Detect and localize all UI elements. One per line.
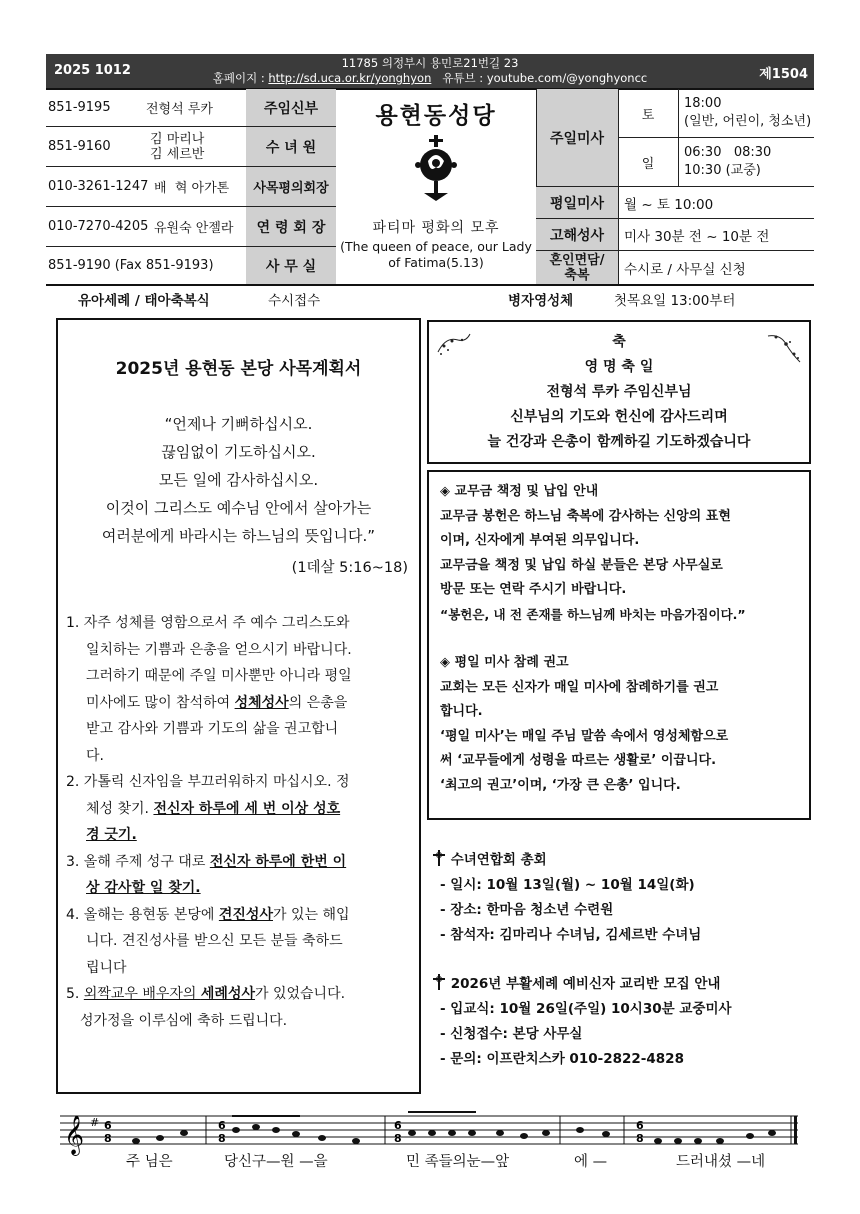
feast-line: 영 명 축 일 bbox=[584, 359, 654, 375]
plan-item-5 bbox=[66, 981, 416, 1034]
event-line: - 참석자: 김마리나 수녀님, 김세르반 수녀님 bbox=[440, 927, 702, 943]
mass-sat-time: 18:00 (일반, 어린이, 청소년) bbox=[684, 96, 812, 129]
sick-communion-value: 첫목요일 13:00부터 bbox=[614, 293, 736, 309]
role-council: 사목평의회장 bbox=[246, 167, 336, 206]
svg-text:6: 6 bbox=[218, 1119, 226, 1132]
mass-weekday-time: 월 ~ 토 10:00 bbox=[624, 196, 714, 213]
item-line: 립니다 bbox=[86, 959, 127, 976]
notices-text bbox=[440, 480, 808, 798]
cross-icon bbox=[432, 974, 446, 990]
confession-label: 고해성사 bbox=[536, 219, 618, 250]
parish-patron: 파티마 평화의 모후 bbox=[372, 220, 500, 236]
parish-name: 용현동성당 bbox=[375, 103, 497, 129]
parish-logo-icon bbox=[406, 135, 466, 203]
feast-line: 신부님의 기도와 헌신에 감사드리며 bbox=[510, 409, 728, 425]
baptism-value: 수시접수 bbox=[268, 293, 321, 309]
phone-office: 851-9190 (Fax 851-9193) bbox=[48, 258, 214, 273]
marriage-time: 수시로 / 사무실 신청 bbox=[624, 261, 746, 278]
phone-convent: 851-9160 bbox=[48, 139, 111, 154]
item-line: 1. 자주 성체를 영함으로서 주 예수 그리스도와 bbox=[66, 615, 350, 631]
item-text: 의 은총을 bbox=[288, 694, 348, 711]
item-line bbox=[66, 796, 416, 823]
notice-line: 합니다. bbox=[440, 704, 483, 719]
item-line: 일치하는 기쁨과 은총을 얻으시기 바랍니다. bbox=[86, 641, 352, 658]
youtube-link[interactable]: youtube.com/@yonghyoncc bbox=[486, 71, 648, 85]
notice-line: 교무금 봉헌은 하느님 축복에 감사하는 신앙의 표현 bbox=[440, 508, 731, 524]
event-title-text: 수녀연합회 총회 bbox=[450, 852, 547, 868]
notice-title: ◈ 교무금 책정 및 납입 안내 bbox=[440, 484, 599, 499]
item-line: 성가정을 이루심에 축하 드립니다. bbox=[80, 1012, 288, 1029]
event-title-text: 2026년 부활세례 예비신자 교리반 모집 안내 bbox=[450, 976, 721, 992]
svg-text:8: 8 bbox=[394, 1132, 402, 1145]
baptism-label: 유아세례 / 태아축복식 bbox=[78, 293, 210, 309]
item-text: 4. 올해는 용현동 본당에 bbox=[66, 906, 219, 923]
notice-line: ‘최고의 권고’이며, ‘가장 큰 은총’ 입니다. bbox=[440, 777, 681, 793]
highlight-text: 성체성사 bbox=[234, 694, 289, 711]
issue-number: 제1504 bbox=[759, 67, 808, 82]
highlight-text: 경 긋기. bbox=[86, 827, 137, 843]
highlight-text: 전신자 하루에 한번 이 bbox=[209, 853, 347, 870]
svg-text:6: 6 bbox=[636, 1119, 644, 1132]
mass-sun-label: 일 bbox=[641, 156, 655, 172]
item-text: 체성 찾기. bbox=[86, 800, 154, 817]
notice-line: 방문 또는 연락 주시기 바랍니다. bbox=[440, 582, 627, 597]
bulletin-date: 2025 1012 bbox=[54, 63, 131, 78]
marriage-label: 혼인면담/ 축복 bbox=[536, 251, 618, 284]
item-text: 미사에도 많이 참석하여 bbox=[86, 694, 235, 711]
feast-text bbox=[427, 330, 811, 455]
phone-council: 010-3261-1247 bbox=[48, 179, 149, 194]
parish-center bbox=[336, 89, 536, 284]
plan-item-3 bbox=[66, 849, 416, 902]
notice-line: “봉헌은, 내 전 존재를 하느님께 바치는 마음가짐이다.” bbox=[440, 606, 746, 622]
event-title bbox=[432, 848, 812, 873]
event-line: - 신청접수: 본당 사무실 bbox=[440, 1026, 583, 1042]
highlight-text: 세례성사 bbox=[200, 986, 256, 1002]
mass-sat-label: 토 bbox=[641, 107, 655, 123]
notice-title: ◈ 평일 미사 참례 권고 bbox=[440, 655, 569, 670]
event-line: - 일시: 10월 13일(월) ~ 10월 14일(화) bbox=[440, 877, 695, 893]
item-text: 가 있었습니다. bbox=[255, 986, 346, 1002]
music-staff-icon bbox=[60, 1108, 800, 1156]
highlight-text: 전신자 하루에 세 번 이상 성호 bbox=[153, 800, 341, 817]
events-section bbox=[432, 848, 812, 1072]
svg-text:#: # bbox=[90, 1116, 100, 1129]
feast-title: 축 bbox=[612, 334, 626, 350]
lyric-segment: 당신구—원 —을 bbox=[224, 1154, 328, 1170]
role-convent: 수 녀 원 bbox=[246, 127, 336, 166]
item-line: 받고 감사와 기쁨과 기도의 삶을 권고합니 bbox=[86, 721, 339, 737]
item-line: 니다. 견진성사를 받으신 모든 분들 축하드 bbox=[86, 933, 343, 949]
notice-line: 교회는 모든 신자가 매일 미사에 참례하기를 권고 bbox=[440, 679, 719, 695]
highlight-text: 견진성사 bbox=[218, 906, 273, 923]
item-text: 가 있는 해입 bbox=[272, 906, 350, 923]
mass-weekday-label: 평일미사 bbox=[536, 187, 618, 218]
role-office: 사 무 실 bbox=[246, 247, 336, 284]
confession-time: 미사 30분 전 ~ 10분 전 bbox=[624, 228, 770, 245]
phone-pastor: 851-9195 bbox=[48, 100, 111, 115]
name-convent: 김 마리나 김 세르반 bbox=[150, 131, 205, 162]
plan-quote bbox=[56, 410, 421, 550]
event-line: - 입교식: 10월 26일(주일) 10시30분 교중미사 bbox=[440, 1001, 732, 1017]
name-council: 배 혁 아가톤 bbox=[154, 181, 230, 196]
header-address-block bbox=[46, 56, 814, 86]
cross-icon bbox=[432, 850, 446, 866]
quote-reference: (1데살 5:16~18) bbox=[291, 560, 408, 576]
item-line: 그러하기 때문에 주일 미사뿐만 아니라 평일 bbox=[86, 668, 352, 684]
notice-line: 이며, 신자에게 부여된 의무입니다. bbox=[440, 533, 640, 548]
feast-line: 늘 건강과 은총이 함께하길 기도하겠습니다 bbox=[487, 434, 751, 450]
item-text: 3. 올해 주제 성구 대로 bbox=[66, 853, 210, 870]
lyric-segment: 드러내셨 —네 bbox=[676, 1154, 766, 1170]
quote-line: “언제나 기뻐하십시오. bbox=[164, 415, 313, 433]
plan-item-1 bbox=[66, 610, 416, 769]
homepage-link[interactable]: http://sd.uca.or.kr/yonghyon bbox=[268, 71, 432, 85]
item-text: 5. bbox=[66, 986, 84, 1002]
item-line bbox=[66, 849, 416, 876]
event-line: - 문의: 이프란치스카 010-2822-4828 bbox=[440, 1051, 684, 1067]
name-pastor: 전형석 루카 bbox=[146, 102, 213, 117]
phone-funeral: 010-7270-4205 bbox=[48, 219, 149, 234]
notice-line: ‘평일 미사’는 매일 주님 말씀 속에서 영성체함으로 bbox=[440, 728, 729, 744]
quote-line: 이것이 그리스도 예수님 안에서 살아가는 bbox=[105, 499, 372, 517]
mass-sunday-label: 주일미사 bbox=[536, 89, 618, 186]
feast-line: 전형석 루카 주임신부님 bbox=[546, 384, 692, 400]
item-line: 다. bbox=[86, 747, 104, 764]
item-line bbox=[66, 690, 416, 717]
plan-item-4 bbox=[66, 902, 416, 982]
notice-line: 교무금을 책정 및 납입 하실 분들은 본당 사무실로 bbox=[440, 557, 723, 573]
quote-line: 모든 일에 감사하십시오. bbox=[158, 471, 319, 489]
svg-text:8: 8 bbox=[636, 1132, 644, 1145]
plan-title: 2025년 용현동 본당 사목계획서 bbox=[115, 359, 362, 379]
role-funeral: 연 령 회 장 bbox=[246, 207, 336, 246]
event-title bbox=[432, 972, 812, 997]
svg-text:𝄞: 𝄞 bbox=[64, 1115, 85, 1155]
music-lyrics bbox=[60, 1150, 800, 1172]
lyric-segment: 민 족들의눈—앞 bbox=[406, 1154, 510, 1170]
svg-text:6: 6 bbox=[104, 1119, 112, 1132]
role-pastor: 주임신부 bbox=[246, 89, 336, 126]
youtube-label: 유튜브 : bbox=[442, 71, 484, 85]
item-line bbox=[66, 902, 416, 929]
sick-communion-label: 병자영성체 bbox=[508, 293, 574, 309]
highlight-text: 상 감사할 일 찾기. bbox=[86, 880, 201, 896]
name-funeral: 유원숙 안젤라 bbox=[154, 221, 234, 236]
parish-address: 11785 의정부시 용민로21번길 23 bbox=[341, 56, 519, 70]
event-line: - 장소: 한마음 청소년 수련원 bbox=[440, 902, 614, 918]
notice-line: 써 ‘교무들에게 성령을 따르는 생활로’ 이끕니다. bbox=[440, 753, 717, 768]
item-line bbox=[66, 981, 416, 1008]
mass-sun-time: 06:30 08:30 10:30 (교중) bbox=[684, 145, 772, 178]
web-links bbox=[46, 71, 814, 86]
svg-text:8: 8 bbox=[104, 1132, 112, 1145]
parish-patron-en: (The queen of peace, our Lady of Fatima(5.13) bbox=[340, 239, 532, 270]
plan-item-2 bbox=[66, 769, 416, 849]
homepage-label: 홈페이지 : bbox=[212, 71, 265, 85]
header-bar bbox=[46, 54, 814, 88]
svg-text:6: 6 bbox=[394, 1119, 402, 1132]
svg-text:8: 8 bbox=[218, 1132, 226, 1145]
quote-line: 끊임없이 기도하십시오. bbox=[161, 443, 316, 461]
highlight-text: 외짝교우 배우자의 bbox=[83, 986, 201, 1002]
lyric-segment: 주 님은 bbox=[126, 1154, 173, 1170]
plan-items bbox=[66, 610, 416, 1034]
notice-bar bbox=[46, 286, 814, 310]
lyric-segment: 에 — bbox=[574, 1154, 608, 1170]
quote-line: 여러분에게 바라시는 하느님의 뜻입니다.” bbox=[101, 527, 376, 545]
item-line: 2. 가톨릭 신자임을 부끄러워하지 마십시오. 정 bbox=[66, 774, 350, 790]
